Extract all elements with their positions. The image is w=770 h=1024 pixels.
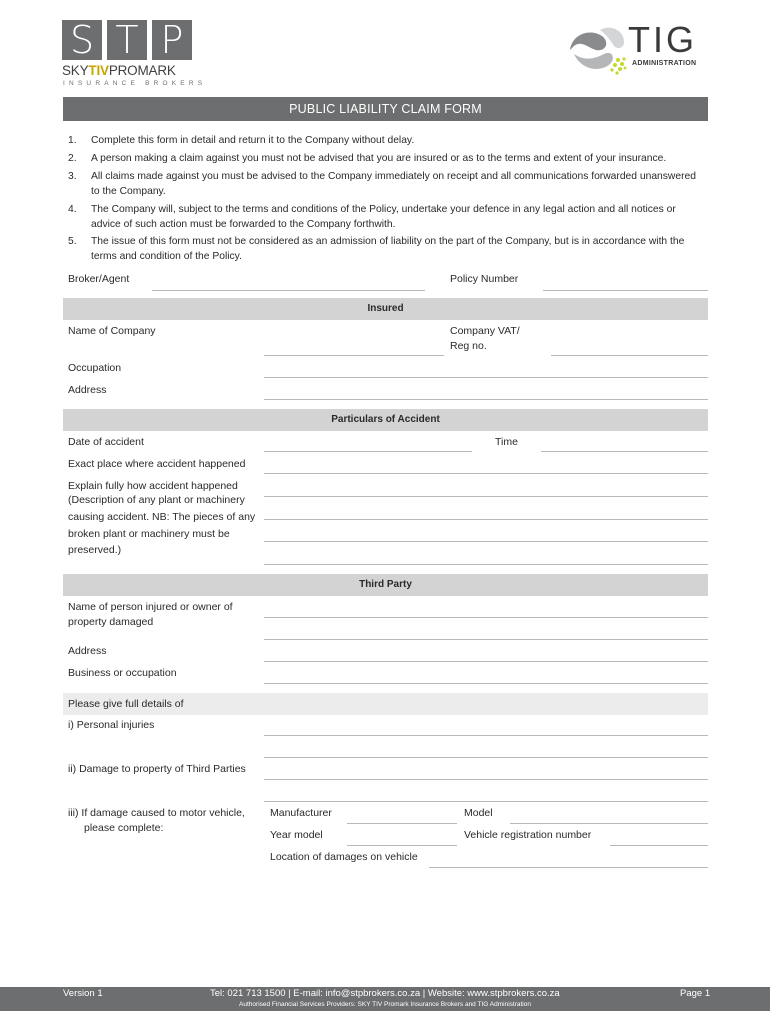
accident-explain-field[interactable] <box>264 541 708 542</box>
stp-logo <box>62 18 207 90</box>
company-vat-label: Company VAT/ <box>450 325 520 337</box>
accident-explain-label: preserved.) <box>68 544 122 556</box>
insured-address-field[interactable] <box>264 399 708 400</box>
damage-location-label: Location of damages on vehicle <box>270 851 418 863</box>
accident-explain-field[interactable] <box>264 564 708 565</box>
company-reg-label: Reg no. <box>450 340 487 352</box>
broker-agent-field[interactable] <box>152 290 425 291</box>
tig-logo <box>560 20 710 80</box>
vehicle-registration-field[interactable] <box>610 845 708 846</box>
injured-name-label: Name of person injured or owner of <box>68 601 233 613</box>
accident-explain-label: causing accident. NB: The pieces of any <box>68 511 256 523</box>
company-name-label: Name of Company <box>68 325 156 337</box>
stp-letter-p: P <box>152 20 192 60</box>
injured-name-label: property damaged <box>68 616 154 628</box>
personal-injuries-field[interactable] <box>264 757 708 758</box>
year-model-field[interactable] <box>347 845 457 846</box>
manufacturer-field[interactable] <box>347 823 457 824</box>
accident-explain-field[interactable] <box>264 519 708 520</box>
accident-date-field[interactable] <box>264 451 472 452</box>
stp-letter-s: S <box>62 20 102 60</box>
accident-date-label: Date of accident <box>68 436 144 448</box>
page-number: Page 1 <box>680 988 711 999</box>
legal-text: Authorised Financial Services Providers: SKY TIV Promark Insurance Brokers and TIG Administration <box>239 1001 531 1008</box>
policy-number-field[interactable] <box>543 290 708 291</box>
broker-agent-label: Broker/Agent <box>68 273 130 285</box>
accident-place-field[interactable] <box>264 473 708 474</box>
manufacturer-label: Manufacturer <box>270 807 332 819</box>
tig-subtitle: ADMINISTRATION <box>632 60 697 67</box>
accident-section-heading: Particulars of Accident <box>63 409 708 431</box>
accident-explain-label: broken plant or machinery must be <box>68 528 230 540</box>
insured-section-heading: Insured <box>63 298 708 320</box>
accident-time-field[interactable] <box>541 451 708 452</box>
tig-swirl-icon <box>560 20 630 80</box>
company-name-field[interactable] <box>264 355 444 356</box>
accident-place-label: Exact place where accident happened <box>68 458 246 470</box>
property-damage-label: ii) Damage to property of Third Parties <box>68 763 246 775</box>
business-occupation-label: Business or occupation <box>68 667 177 679</box>
full-details-heading: Please give full details of <box>63 693 708 715</box>
page-footer <box>0 987 770 1011</box>
stp-brand-name: SKYTIVPROMARK <box>62 63 176 78</box>
motor-vehicle-label: iii) If damage caused to motor vehicle, <box>68 807 245 819</box>
personal-injuries-field[interactable] <box>264 735 708 736</box>
insured-address-label: Address <box>68 384 107 396</box>
motor-vehicle-label: please complete: <box>84 822 164 834</box>
policy-number-label: Policy Number <box>450 273 519 285</box>
occupation-label: Occupation <box>68 362 122 374</box>
version-text: Version 1 <box>63 988 103 999</box>
model-label: Model <box>464 807 493 819</box>
vehicle-registration-label: Vehicle registration number <box>464 829 592 841</box>
stp-subtitle: INSURANCE BROKERS <box>63 80 207 87</box>
accident-explain-field[interactable] <box>264 496 708 497</box>
damage-location-field[interactable] <box>429 867 708 868</box>
company-vat-field[interactable] <box>551 355 708 356</box>
accident-time-label: Time <box>495 436 518 448</box>
model-field[interactable] <box>510 823 708 824</box>
accident-explain-label: Explain fully how accident happened <box>68 480 238 492</box>
contact-text: Tel: 021 713 1500 | E-mail: info@stpbrokers.co.za | Website: www.stpbrokers.co.za <box>210 988 560 999</box>
injured-name-field[interactable] <box>264 639 708 640</box>
property-damage-field[interactable] <box>264 801 708 802</box>
third-party-address-label: Address <box>68 645 107 657</box>
year-model-label: Year model <box>270 829 323 841</box>
third-party-section-heading: Third Party <box>63 574 708 596</box>
form-title: PUBLIC LIABILITY CLAIM FORM <box>63 97 708 121</box>
stp-letter-t: T <box>107 20 147 60</box>
property-damage-field[interactable] <box>264 779 708 780</box>
accident-explain-label: (Description of any plant or machinery <box>68 494 245 506</box>
injured-name-field[interactable] <box>264 617 708 618</box>
occupation-field[interactable] <box>264 377 708 378</box>
business-occupation-field[interactable] <box>264 683 708 684</box>
personal-injuries-label: i) Personal injuries <box>68 719 155 731</box>
tig-name: TIG <box>628 19 697 60</box>
third-party-address-field[interactable] <box>264 661 708 662</box>
